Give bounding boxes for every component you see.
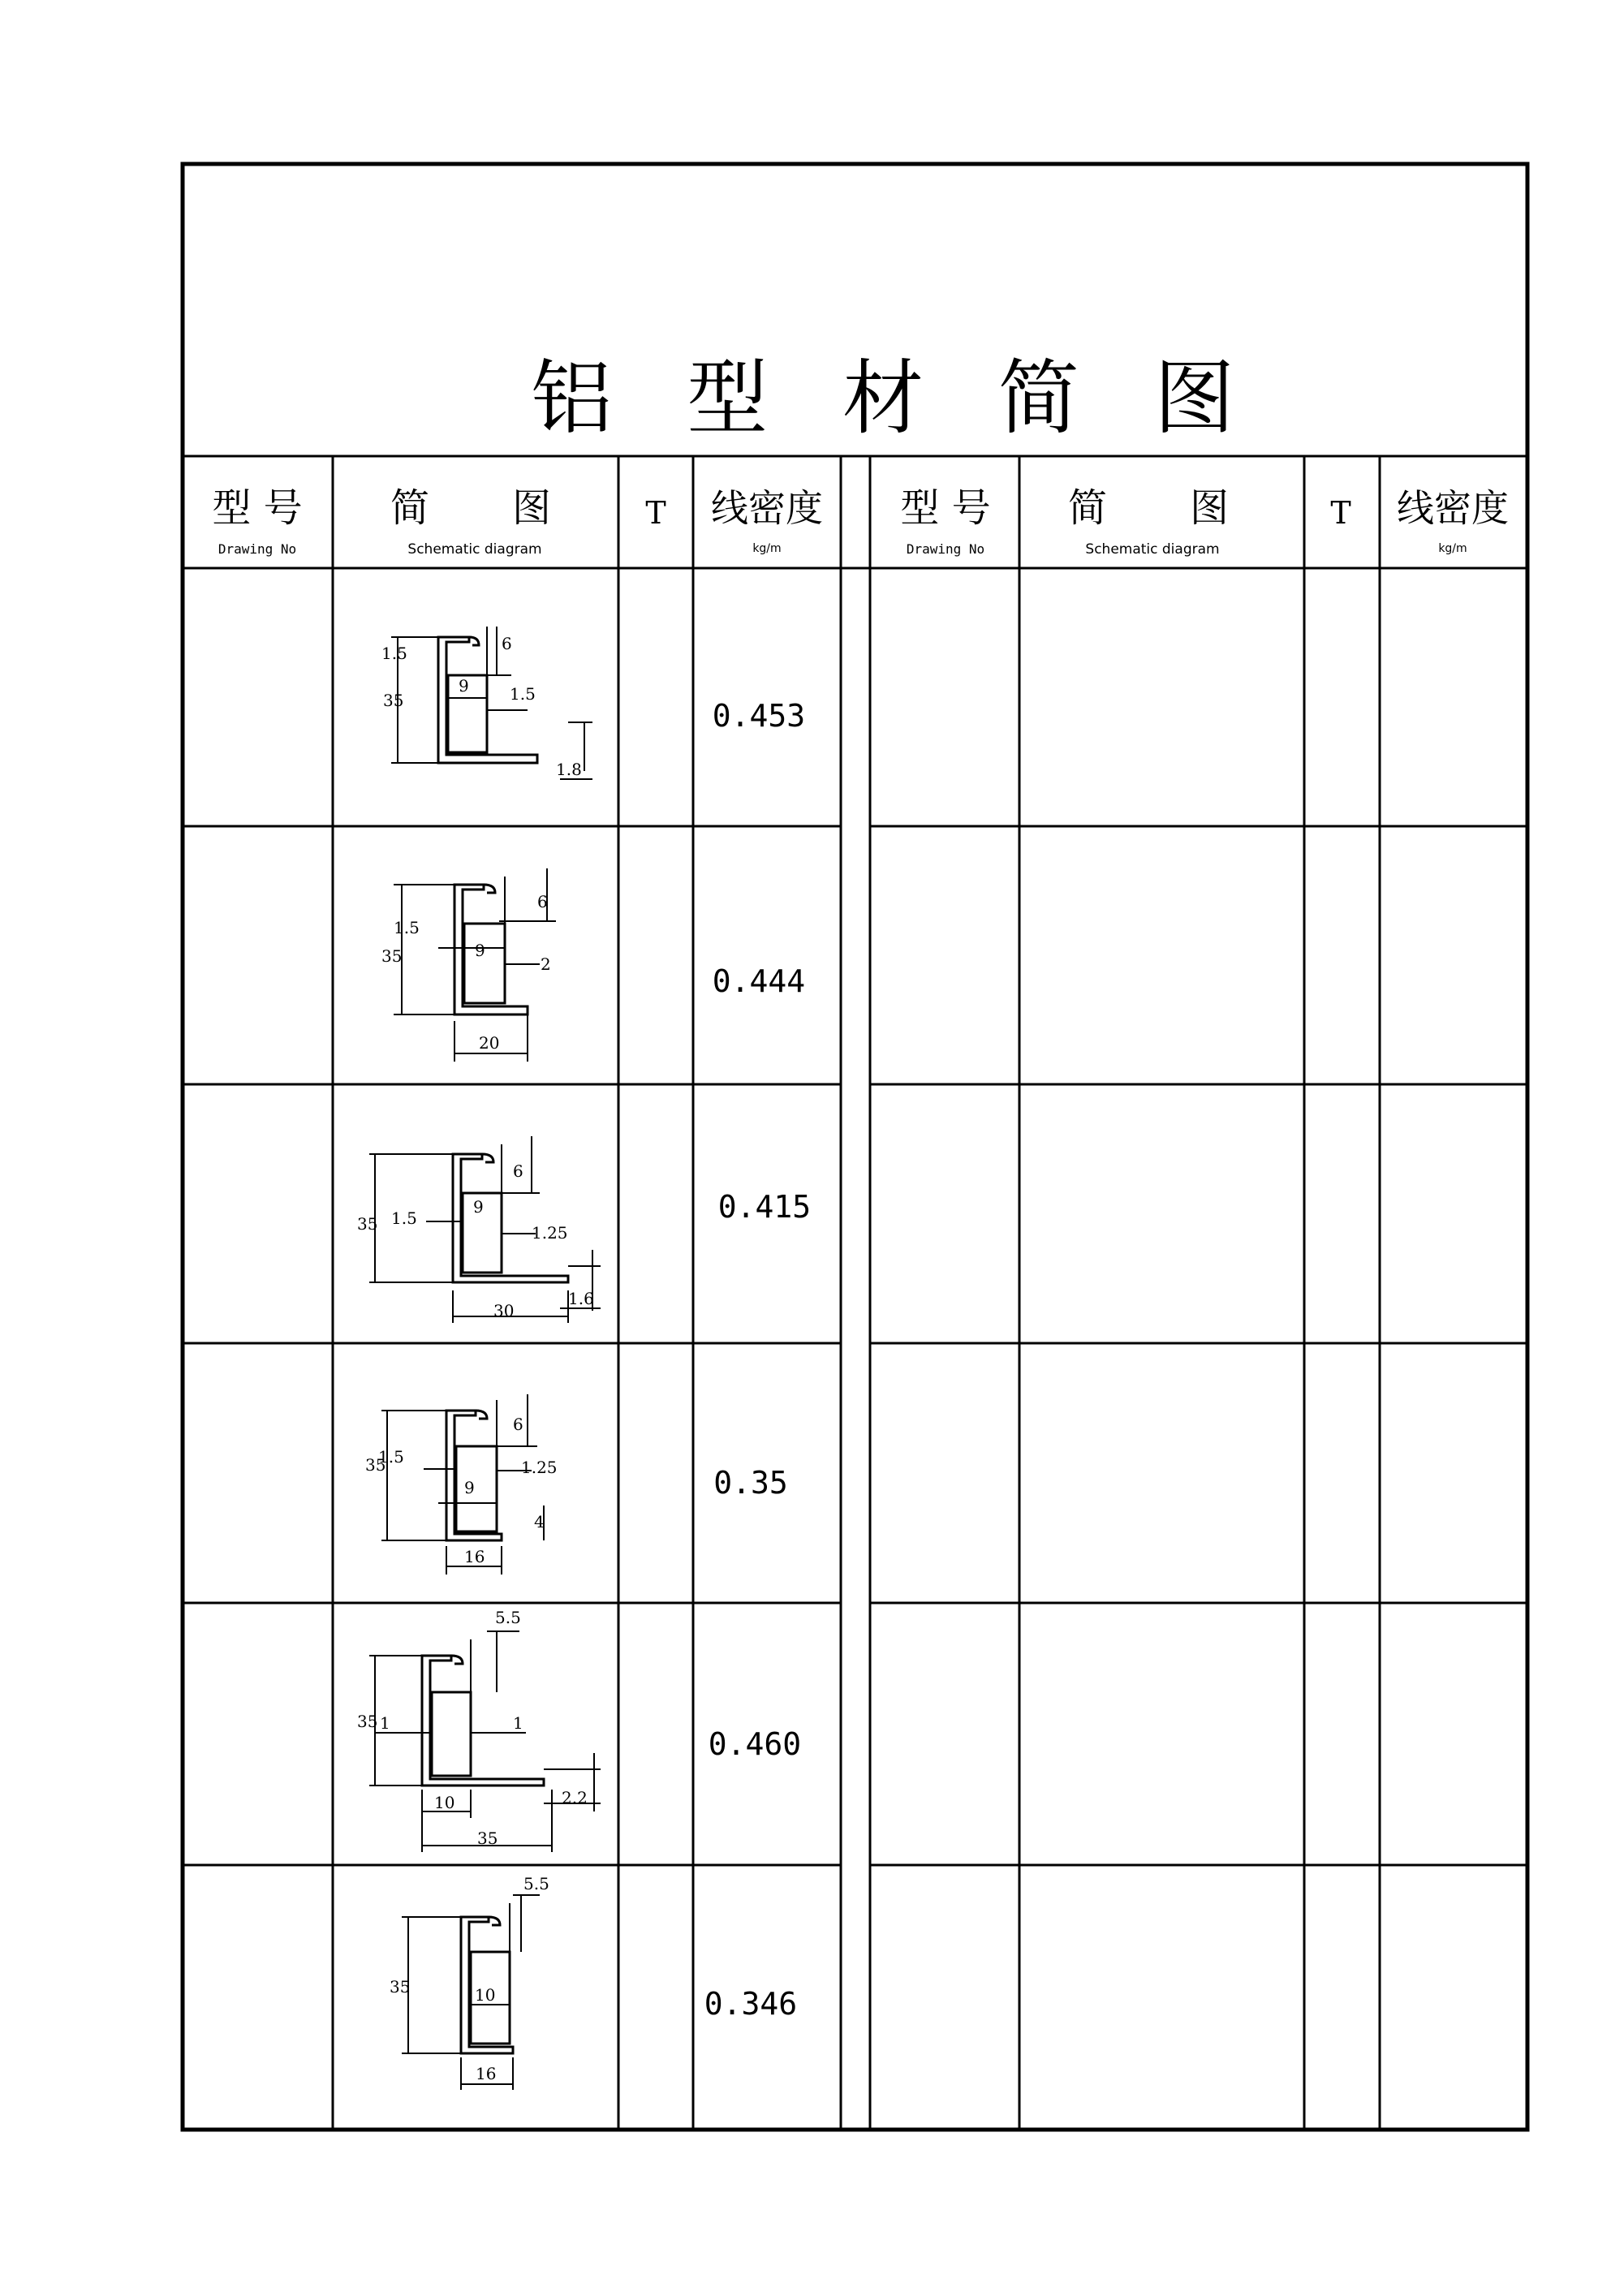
header-model-en: Drawing No bbox=[218, 541, 297, 557]
density-value: 0.415 bbox=[717, 1189, 812, 1225]
dim-label: 35 bbox=[477, 1829, 498, 1848]
dim-label: 6 bbox=[537, 892, 548, 911]
dim-label: 5.5 bbox=[523, 1874, 549, 1893]
density-value: 0.346 bbox=[704, 1986, 798, 2022]
header-diagram-cn-2-right: 图 bbox=[1189, 485, 1230, 531]
header-diagram-en: Schematic diagram bbox=[407, 541, 542, 558]
dim-label: 1.5 bbox=[381, 644, 407, 663]
header-model-cn: 型 号 bbox=[212, 485, 303, 531]
profile-diagram-1 bbox=[381, 627, 592, 779]
header-density-cn-right: 线密度 bbox=[1397, 486, 1509, 530]
header-density-unit-right: kg/m bbox=[1438, 542, 1467, 555]
dim-label: 1.6 bbox=[568, 1289, 594, 1308]
dim-label: 1.5 bbox=[510, 684, 536, 704]
header-density-cn: 线密度 bbox=[711, 486, 823, 530]
outer-frame bbox=[183, 164, 1527, 2130]
dim-label: 1.5 bbox=[391, 1208, 417, 1228]
dim-label: 6 bbox=[513, 1161, 523, 1181]
dim-label: 20 bbox=[479, 1033, 500, 1053]
dim-label: 1.8 bbox=[556, 760, 582, 779]
dim-label: 16 bbox=[476, 2064, 497, 2083]
header-diagram-en-right: Schematic diagram bbox=[1085, 541, 1220, 558]
header-diagram-cn-1: 简 bbox=[390, 485, 430, 531]
dim-label: 2.2 bbox=[562, 1788, 588, 1807]
dim-label: 35 bbox=[390, 1977, 411, 1997]
dim-label: 30 bbox=[493, 1301, 515, 1320]
dim-label: 9 bbox=[473, 1197, 484, 1217]
profile-diagram-6 bbox=[390, 1874, 549, 2090]
dim-label: 35 bbox=[357, 1712, 378, 1731]
dim-label: 1.5 bbox=[378, 1447, 404, 1467]
header-right bbox=[900, 485, 1509, 558]
header-diagram-cn-2: 图 bbox=[511, 485, 552, 531]
dim-label: 35 bbox=[365, 1455, 386, 1475]
dim-label: 1.25 bbox=[521, 1458, 558, 1477]
header-t: T bbox=[645, 495, 666, 531]
dim-label: 35 bbox=[357, 1214, 378, 1234]
dim-label: 4 bbox=[534, 1512, 545, 1531]
dim-label: 10 bbox=[475, 1985, 496, 2005]
dim-label: 5.5 bbox=[495, 1608, 521, 1627]
profile-diagram-2 bbox=[381, 868, 556, 1062]
density-value: 0.444 bbox=[712, 963, 806, 999]
density-value: 0.453 bbox=[712, 698, 806, 734]
dim-label: 9 bbox=[464, 1478, 475, 1497]
profile-diagram-5 bbox=[357, 1608, 601, 1852]
header-density-unit: kg/m bbox=[752, 542, 782, 555]
dim-label: 6 bbox=[513, 1415, 523, 1434]
dim-label: 1.25 bbox=[532, 1223, 568, 1243]
header-model-en-right: Drawing No bbox=[906, 541, 985, 557]
dim-label: 1.5 bbox=[394, 918, 420, 937]
dim-label: 1 bbox=[513, 1713, 523, 1733]
dim-label: 10 bbox=[434, 1793, 455, 1812]
sheet-title: 铝 型 材 简 图 bbox=[531, 351, 1260, 446]
dim-label: 35 bbox=[381, 946, 403, 966]
density-value: 0.35 bbox=[713, 1465, 788, 1501]
profile-diagram-3 bbox=[357, 1136, 601, 1323]
dim-label: 2 bbox=[541, 954, 551, 974]
header-t-right: T bbox=[1330, 495, 1351, 531]
dim-label: 1 bbox=[380, 1713, 390, 1733]
header-diagram-cn-1-right: 简 bbox=[1067, 485, 1108, 531]
header-left bbox=[212, 485, 823, 558]
dim-label: 9 bbox=[475, 941, 485, 960]
column-lines bbox=[333, 456, 1380, 2130]
dim-label: 6 bbox=[502, 634, 512, 653]
dim-label: 9 bbox=[459, 676, 469, 696]
row-lines bbox=[183, 826, 1527, 1865]
header-model-cn-right: 型 号 bbox=[900, 485, 991, 531]
density-values bbox=[704, 698, 811, 2022]
density-value: 0.460 bbox=[708, 1726, 802, 1762]
dim-label: 35 bbox=[383, 691, 404, 710]
profile-diagram-4 bbox=[365, 1394, 558, 1574]
dim-label: 16 bbox=[464, 1547, 485, 1566]
